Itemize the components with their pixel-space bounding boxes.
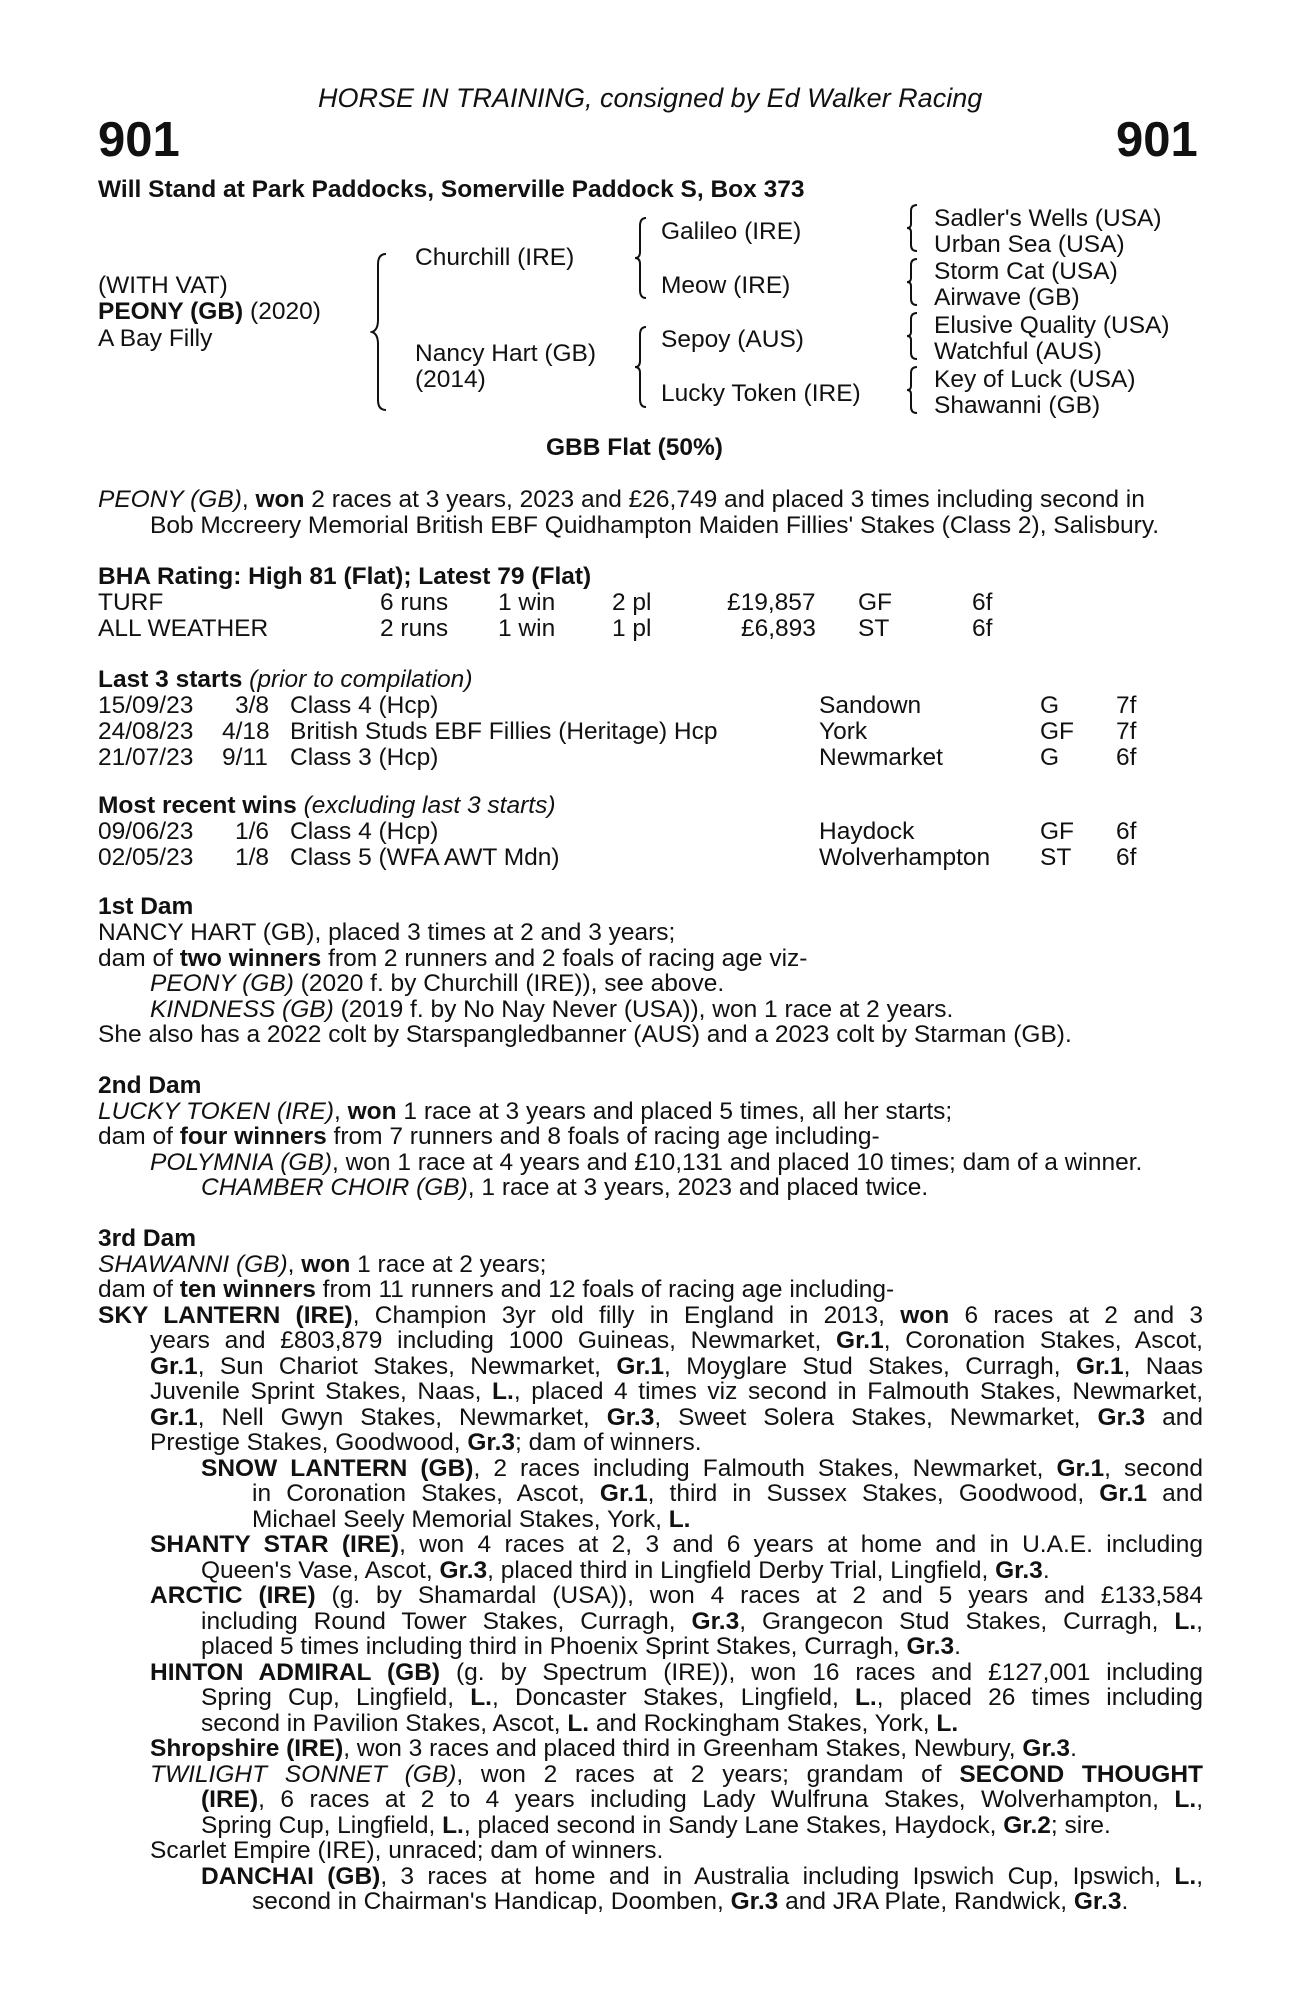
race-going: ST: [1040, 844, 1072, 871]
race-name: Class 3 (Hcp): [290, 744, 439, 771]
sire-dam-sire: Storm Cat (USA): [934, 258, 1118, 285]
sire-sire: Galileo (IRE): [661, 218, 802, 245]
sky-lantern-line-3: Gr.1, Sun Chariot Stakes, Newmarket, Gr.1, Moyglare Stud Stakes, Curragh, Gr.1, Naas: [150, 1353, 1204, 1380]
rating-going: ST: [858, 615, 890, 642]
dam1-title: 1st Dam: [98, 893, 194, 920]
dam3-line: dam of ten winners from 11 runners and 12 foals of racing age including-: [98, 1276, 895, 1303]
gen3-brace-3: [905, 311, 919, 361]
vat-note: (WITH VAT): [98, 272, 228, 299]
twilight-sonnet-line-3: Spring Cup, Lingfield, L., placed second in Sandy Lane Stakes, Haydock, Gr.2; sire.: [201, 1812, 1111, 1839]
race-date: 09/06/23: [98, 818, 194, 845]
sire-dam: Meow (IRE): [661, 272, 791, 299]
summary-rest: 2 races at 3 years, 2023 and £26,749 and placed 3 times including second in: [304, 486, 1145, 513]
race-distance: 6f: [1116, 818, 1137, 845]
horse-name: PEONY (GB): [98, 298, 244, 325]
sire-sire-sire: Sadler's Wells (USA): [934, 205, 1162, 232]
last3-title: Last 3 starts: [98, 666, 243, 693]
shanty-star-line-1: SHANTY STAR (IRE), won 4 races at 2, 3 and 6 years at home and in U.A.E. including: [150, 1531, 1203, 1558]
rating-distance: 6f: [972, 589, 993, 616]
sire: Churchill (IRE): [415, 244, 575, 271]
dam: Nancy Hart (GB): [415, 340, 597, 367]
rating-wins: 1 win: [498, 589, 556, 616]
dam1-line: NANCY HART (GB), placed 3 times at 2 and 3 years;: [98, 919, 676, 946]
rating-placed: 2 pl: [612, 589, 652, 616]
dam-dam-dam: Shawanni (GB): [934, 392, 1101, 419]
dam2-line: dam of four winners from 7 runners and 8 foals of racing age including-: [98, 1123, 880, 1150]
sky-lantern-line-1: SKY LANTERN (IRE), Champion 3yr old filly in England in 2013, won 6 races at 2 and 3: [98, 1302, 1203, 1329]
recent-title-line: [98, 793, 555, 819]
twilight-sonnet-line-2: (IRE), 6 races at 2 to 4 years including Lady Wulfruna Stakes, Wolverhampton, L.,: [201, 1786, 1203, 1813]
sire-dam-brace: [370, 252, 390, 412]
race-going: G: [1040, 692, 1060, 719]
race-name: Class 4 (Hcp): [290, 818, 439, 845]
horse-description: A Bay Filly: [98, 325, 213, 352]
dam-dam: Lucky Token (IRE): [661, 380, 861, 407]
arctic-line-2: including Round Tower Stakes, Curragh, Gr.3, Grangecon Stud Stakes, Curragh, L.,: [201, 1608, 1203, 1635]
twilight-sonnet-line-1: TWILIGHT SONNET (GB), won 2 races at 2 years; grandam of SECOND THOUGHT: [150, 1761, 1204, 1788]
snow-lantern-line-3: Michael Seely Memorial Stakes, York, L.: [252, 1506, 691, 1533]
rating-surface: TURF: [98, 589, 164, 616]
horse-year: (2020): [250, 298, 321, 325]
sky-lantern-line-5: Gr.1, Nell Gwyn Stakes, Newmarket, Gr.3, Sweet Solera Stakes, Newmarket, Gr.3 and: [150, 1404, 1204, 1431]
dam1-line: dam of two winners from 2 runners and 2 foals of racing age viz-: [98, 945, 808, 972]
danchai-line-2: second in Chairman's Handicap, Doomben, Gr.3 and JRA Plate, Randwick, Gr.3.: [252, 1888, 1129, 1915]
race-position: 1/6: [235, 818, 270, 845]
recent-title: Most recent wins: [98, 792, 297, 819]
rating-runs: 2 runs: [380, 615, 449, 642]
summary-line-1: PEONY (GB), won 2 races at 3 years, 2023 and £26,749 and placed 3 times including second in: [98, 486, 1145, 513]
lot-number-right: 901: [1116, 113, 1198, 167]
race-position: 4/18: [222, 718, 270, 745]
race-name: Class 4 (Hcp): [290, 692, 439, 719]
snow-lantern-line-2: in Coronation Stakes, Ascot, Gr.1, third in Sussex Stakes, Goodwood, Gr.1 and: [252, 1480, 1203, 1507]
gen3-brace-1: [905, 203, 919, 253]
race-position: 1/8: [235, 844, 270, 871]
bha-rating-title: BHA Rating: High 81 (Flat); Latest 79 (Flat): [98, 563, 592, 590]
rating-prize: £19,857: [727, 589, 816, 616]
race-going: GF: [1040, 818, 1075, 845]
gbb-flat: GBB Flat (50%): [546, 434, 723, 461]
dam-dam-sire: Key of Luck (USA): [934, 366, 1136, 393]
dam-parents-brace: [633, 325, 649, 409]
sky-lantern-line-2: years and £803,879 including 1000 Guineas, Newmarket, Gr.1, Coronation Stakes, Ascot,: [150, 1327, 1203, 1354]
arctic-line-1: ARCTIC (IRE) (g. by Shamardal (USA)), won 4 races at 2 and 5 years and £133,584: [150, 1582, 1204, 1609]
summary-horse-name: PEONY (GB): [98, 486, 242, 513]
rating-runs: 6 runs: [380, 589, 449, 616]
dam1-line: KINDNESS (GB) (2019 f. by No Nay Never (USA)), won 1 race at 2 years.: [150, 996, 954, 1023]
dam2-line: POLYMNIA (GB), won 1 race at 4 years and £10,131 and placed 10 times; dam of a winner.: [150, 1149, 1143, 1176]
stand-location: Will Stand at Park Paddocks, Somerville Paddock S, Box 373: [98, 176, 805, 203]
dam2-line: LUCKY TOKEN (IRE), won 1 race at 3 years and placed 5 times, all her starts;: [98, 1098, 953, 1125]
sky-lantern-line-6: Prestige Stakes, Goodwood, Gr.3; dam of winners.: [150, 1429, 702, 1456]
rating-prize: £6,893: [741, 615, 816, 642]
scarlet-empire-line: Scarlet Empire (IRE), unraced; dam of winners.: [150, 1837, 664, 1864]
recent-note: (excluding last 3 starts): [303, 792, 556, 819]
lot-number-left: 901: [98, 113, 180, 167]
race-date: 15/09/23: [98, 692, 194, 719]
hinton-admiral-line-2: Spring Cup, Lingfield, L., Doncaster Stakes, Lingfield, L., placed 26 times including: [201, 1684, 1203, 1711]
sire-dam-dam: Airwave (GB): [934, 284, 1080, 311]
horse-name-line: [98, 299, 321, 325]
race-distance: 6f: [1116, 744, 1137, 771]
rating-surface: ALL WEATHER: [98, 615, 269, 642]
race-distance: 7f: [1116, 718, 1137, 745]
gen3-brace-2: [905, 257, 919, 307]
summary-won: won: [255, 486, 305, 513]
race-course: Newmarket: [819, 744, 943, 771]
rating-wins: 1 win: [498, 615, 556, 642]
dam-sire-sire: Elusive Quality (USA): [934, 312, 1170, 339]
race-distance: 7f: [1116, 692, 1137, 719]
race-course: York: [819, 718, 868, 745]
gen3-brace-4: [905, 365, 919, 415]
dam-sire-dam: Watchful (AUS): [934, 338, 1102, 365]
rating-distance: 6f: [972, 615, 993, 642]
arctic-line-3: placed 5 times including third in Phoenix Sprint Stakes, Curragh, Gr.3.: [201, 1633, 961, 1660]
last3-title-line: [98, 667, 472, 693]
rating-placed: 1 pl: [612, 615, 652, 642]
race-course: Sandown: [819, 692, 922, 719]
shropshire-line: Shropshire (IRE), won 3 races and placed third in Greenham Stakes, Newbury, Gr.3.: [150, 1735, 1077, 1762]
dam3-line: SHAWANNI (GB), won 1 race at 2 years;: [98, 1251, 547, 1278]
race-position: 9/11: [222, 744, 268, 771]
danchai-line-1: DANCHAI (GB), 3 races at home and in Australia including Ipswich Cup, Ipswich, L.,: [201, 1863, 1203, 1890]
sire-parents-brace: [633, 216, 649, 300]
rating-going: GF: [858, 589, 893, 616]
race-course: Haydock: [819, 818, 915, 845]
dam3-title: 3rd Dam: [98, 1225, 197, 1252]
race-going: G: [1040, 744, 1060, 771]
summary-line-2: Bob Mccreery Memorial British EBF Quidhampton Maiden Fillies' Stakes (Class 2), Salisbury.: [150, 512, 1160, 539]
sire-sire-dam: Urban Sea (USA): [934, 231, 1125, 258]
last3-note: (prior to compilation): [249, 666, 473, 693]
shanty-star-line-2: Queen's Vase, Ascot, Gr.3, placed third in Lingfield Derby Trial, Lingfield, Gr.3.: [201, 1557, 1050, 1584]
race-date: 02/05/23: [98, 844, 194, 871]
race-date: 24/08/23: [98, 718, 194, 745]
race-course: Wolverhampton: [819, 844, 991, 871]
snow-lantern-line-1: SNOW LANTERN (GB), 2 races including Falmouth Stakes, Newmarket, Gr.1, second: [201, 1455, 1203, 1482]
sky-lantern-line-4: Juvenile Sprint Stakes, Naas, L., placed 4 times viz second in Falmouth Stakes, Newmarket,: [150, 1378, 1204, 1405]
race-going: GF: [1040, 718, 1075, 745]
race-distance: 6f: [1116, 844, 1137, 871]
dam-sire: Sepoy (AUS): [661, 326, 804, 353]
dam2-title: 2nd Dam: [98, 1072, 202, 1099]
dam1-line: PEONY (GB) (2020 f. by Churchill (IRE)), see above.: [150, 970, 725, 997]
consignment-heading: HORSE IN TRAINING, consigned by Ed Walker Racing: [318, 83, 983, 113]
race-name: British Studs EBF Fillies (Heritage) Hcp: [290, 718, 718, 745]
hinton-admiral-line-3: second in Pavilion Stakes, Ascot, L. and Rockingham Stakes, York, L.: [201, 1710, 959, 1737]
race-date: 21/07/23: [98, 744, 194, 771]
hinton-admiral-line-1: HINTON ADMIRAL (GB) (g. by Spectrum (IRE)), won 16 races and £127,001 including: [150, 1659, 1203, 1686]
dam1-line: She also has a 2022 colt by Starspangledbanner (AUS) and a 2023 colt by Starman (GB).: [98, 1021, 1072, 1048]
race-name: Class 5 (WFA AWT Mdn): [290, 844, 560, 871]
dam2-line: CHAMBER CHOIR (GB), 1 race at 3 years, 2023 and placed twice.: [201, 1174, 929, 1201]
race-position: 3/8: [235, 692, 270, 719]
dam-year: (2014): [415, 366, 486, 393]
